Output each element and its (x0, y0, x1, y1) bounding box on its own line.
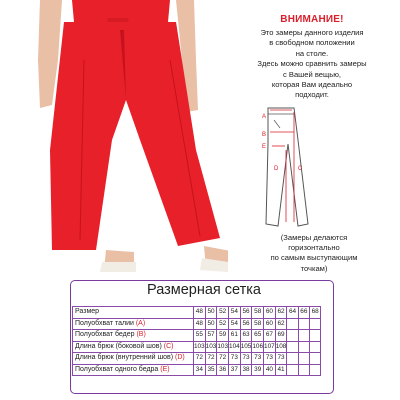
table-cell: 60 (264, 318, 276, 330)
table-cell (309, 330, 320, 342)
trousers-diagram (248, 104, 348, 230)
row-label (73, 364, 194, 376)
row-label-code: (D) (175, 354, 185, 362)
table-cell (287, 353, 298, 365)
table-row (73, 341, 321, 353)
table-cell: 72 (194, 353, 206, 365)
table-cell (309, 353, 320, 365)
table-cell: 103 (217, 341, 229, 353)
table-cell: 40 (264, 364, 276, 376)
table-cell: 103 (194, 341, 206, 353)
notice-line: с Вашей вещью, (282, 69, 342, 79)
table-cell: 73 (264, 353, 276, 365)
table-cell (298, 330, 309, 342)
table-cell: 37 (229, 364, 241, 376)
size-header-cell: 48 (194, 307, 206, 319)
table-cell: 73 (240, 353, 252, 365)
row-label-code: (B) (136, 331, 146, 339)
table-cell (309, 318, 320, 330)
table-cell (309, 341, 320, 353)
table-cell: 63 (240, 330, 252, 342)
size-header-label: Размер (73, 307, 194, 319)
notice-line: Это замеры данного изделия (260, 28, 364, 37)
size-header-cell: 50 (205, 307, 217, 319)
diagram-label-e: E (262, 144, 267, 150)
notice-line: которая Вам идеально (271, 80, 353, 90)
table-cell: 38 (240, 364, 252, 376)
table-cell: 54 (229, 318, 241, 330)
size-header-cell: 64 (287, 307, 298, 319)
table-cell: 108 (275, 341, 287, 353)
table-cell (287, 341, 298, 353)
table-row (73, 318, 321, 330)
table-cell: 58 (252, 318, 264, 330)
table-cell: 34 (194, 364, 206, 376)
table-cell (298, 341, 309, 353)
row-label (73, 318, 194, 330)
diagram-label-a: A (262, 114, 267, 120)
table-cell: 41 (275, 364, 287, 376)
table-cell (287, 364, 298, 376)
table-cell (298, 353, 309, 365)
footnote-line: по самым выступающим (270, 253, 358, 263)
table-cell: 106 (252, 341, 264, 353)
row-label-code: (A) (135, 319, 146, 327)
product-photo (0, 0, 228, 276)
table-cell: 35 (205, 364, 217, 376)
table-cell: 67 (264, 330, 276, 342)
table-cell (298, 364, 309, 376)
row-label-text: Полуобхват талии (75, 319, 136, 327)
table-row (73, 353, 321, 365)
measurement-footnote (228, 233, 400, 274)
notice-line: в свободном положении (269, 38, 355, 48)
table-cell: 104 (229, 341, 241, 353)
notice-text (228, 28, 396, 101)
table-cell: 61 (229, 330, 241, 342)
table-cell: 107 (264, 341, 276, 353)
notice-line: подходит. (295, 90, 329, 100)
row-label (73, 353, 194, 365)
table-cell: 50 (205, 318, 217, 330)
measurement-notice (228, 14, 396, 101)
size-header-cell: 54 (229, 307, 241, 319)
size-header-row (73, 307, 321, 319)
row-label-code: (E) (160, 365, 170, 373)
size-header-cell: 52 (217, 307, 229, 319)
table-cell: 103 (205, 341, 217, 353)
table-cell: 73 (229, 353, 241, 365)
table-cell (287, 330, 298, 342)
size-header-cell: 62 (275, 307, 287, 319)
diagram-label-c: C (298, 166, 303, 172)
table-cell: 57 (205, 330, 217, 342)
size-header-cell: 56 (240, 307, 252, 319)
size-header-cell: 66 (298, 307, 309, 319)
trousers-measurement-diagram-icon (248, 104, 348, 230)
table-cell: 69 (275, 330, 287, 342)
row-label (73, 330, 194, 342)
table-cell (287, 318, 298, 330)
row-label-text: Полуобхват одного бедра (75, 365, 161, 373)
diagram-label-b: B (262, 132, 267, 138)
table-cell: 56 (240, 318, 252, 330)
table-cell: 72 (205, 353, 217, 365)
table-cell: 62 (275, 318, 287, 330)
diagram-label-d: D (274, 166, 279, 172)
table-cell: 55 (194, 330, 206, 342)
table-cell: 36 (217, 364, 229, 376)
size-header-cell: 58 (252, 307, 264, 319)
table-cell: 73 (252, 353, 264, 365)
table-cell: 65 (252, 330, 264, 342)
table-cell: 52 (217, 318, 229, 330)
row-label-text: Полуобхват бедер (75, 331, 137, 339)
table-cell (298, 318, 309, 330)
notice-line: Здесь можно сравнить замеры (257, 59, 367, 69)
footnote-line: горизонтально (288, 243, 340, 253)
table-cell: 48 (194, 318, 206, 330)
table-cell: 72 (217, 353, 229, 365)
table-cell: 59 (217, 330, 229, 342)
table-cell: 105 (240, 341, 252, 353)
size-chart-title: Размерная сетка (147, 282, 261, 298)
table-row (73, 330, 321, 342)
footnote-line: (Замеры делаются (280, 233, 348, 242)
table-cell: 73 (275, 353, 287, 365)
size-table (72, 306, 321, 376)
size-header-cell: 60 (264, 307, 276, 319)
row-label-text: Длина брюк (боковой шов) (75, 342, 164, 350)
row-label (73, 341, 194, 353)
row-label-code: (C) (163, 342, 174, 350)
table-cell (309, 364, 320, 376)
table-row (73, 364, 321, 376)
notice-line: на столе. (295, 48, 329, 58)
model-in-red-pants-icon (0, 0, 228, 276)
notice-title: ВНИМАНИЕ! (280, 14, 344, 25)
size-header-cell: 68 (309, 307, 320, 319)
table-cell: 39 (252, 364, 264, 376)
size-chart (0, 278, 400, 400)
row-label-text: Длина брюк (внутренний шов) (75, 354, 176, 362)
footnote-line: точкам) (300, 263, 328, 273)
